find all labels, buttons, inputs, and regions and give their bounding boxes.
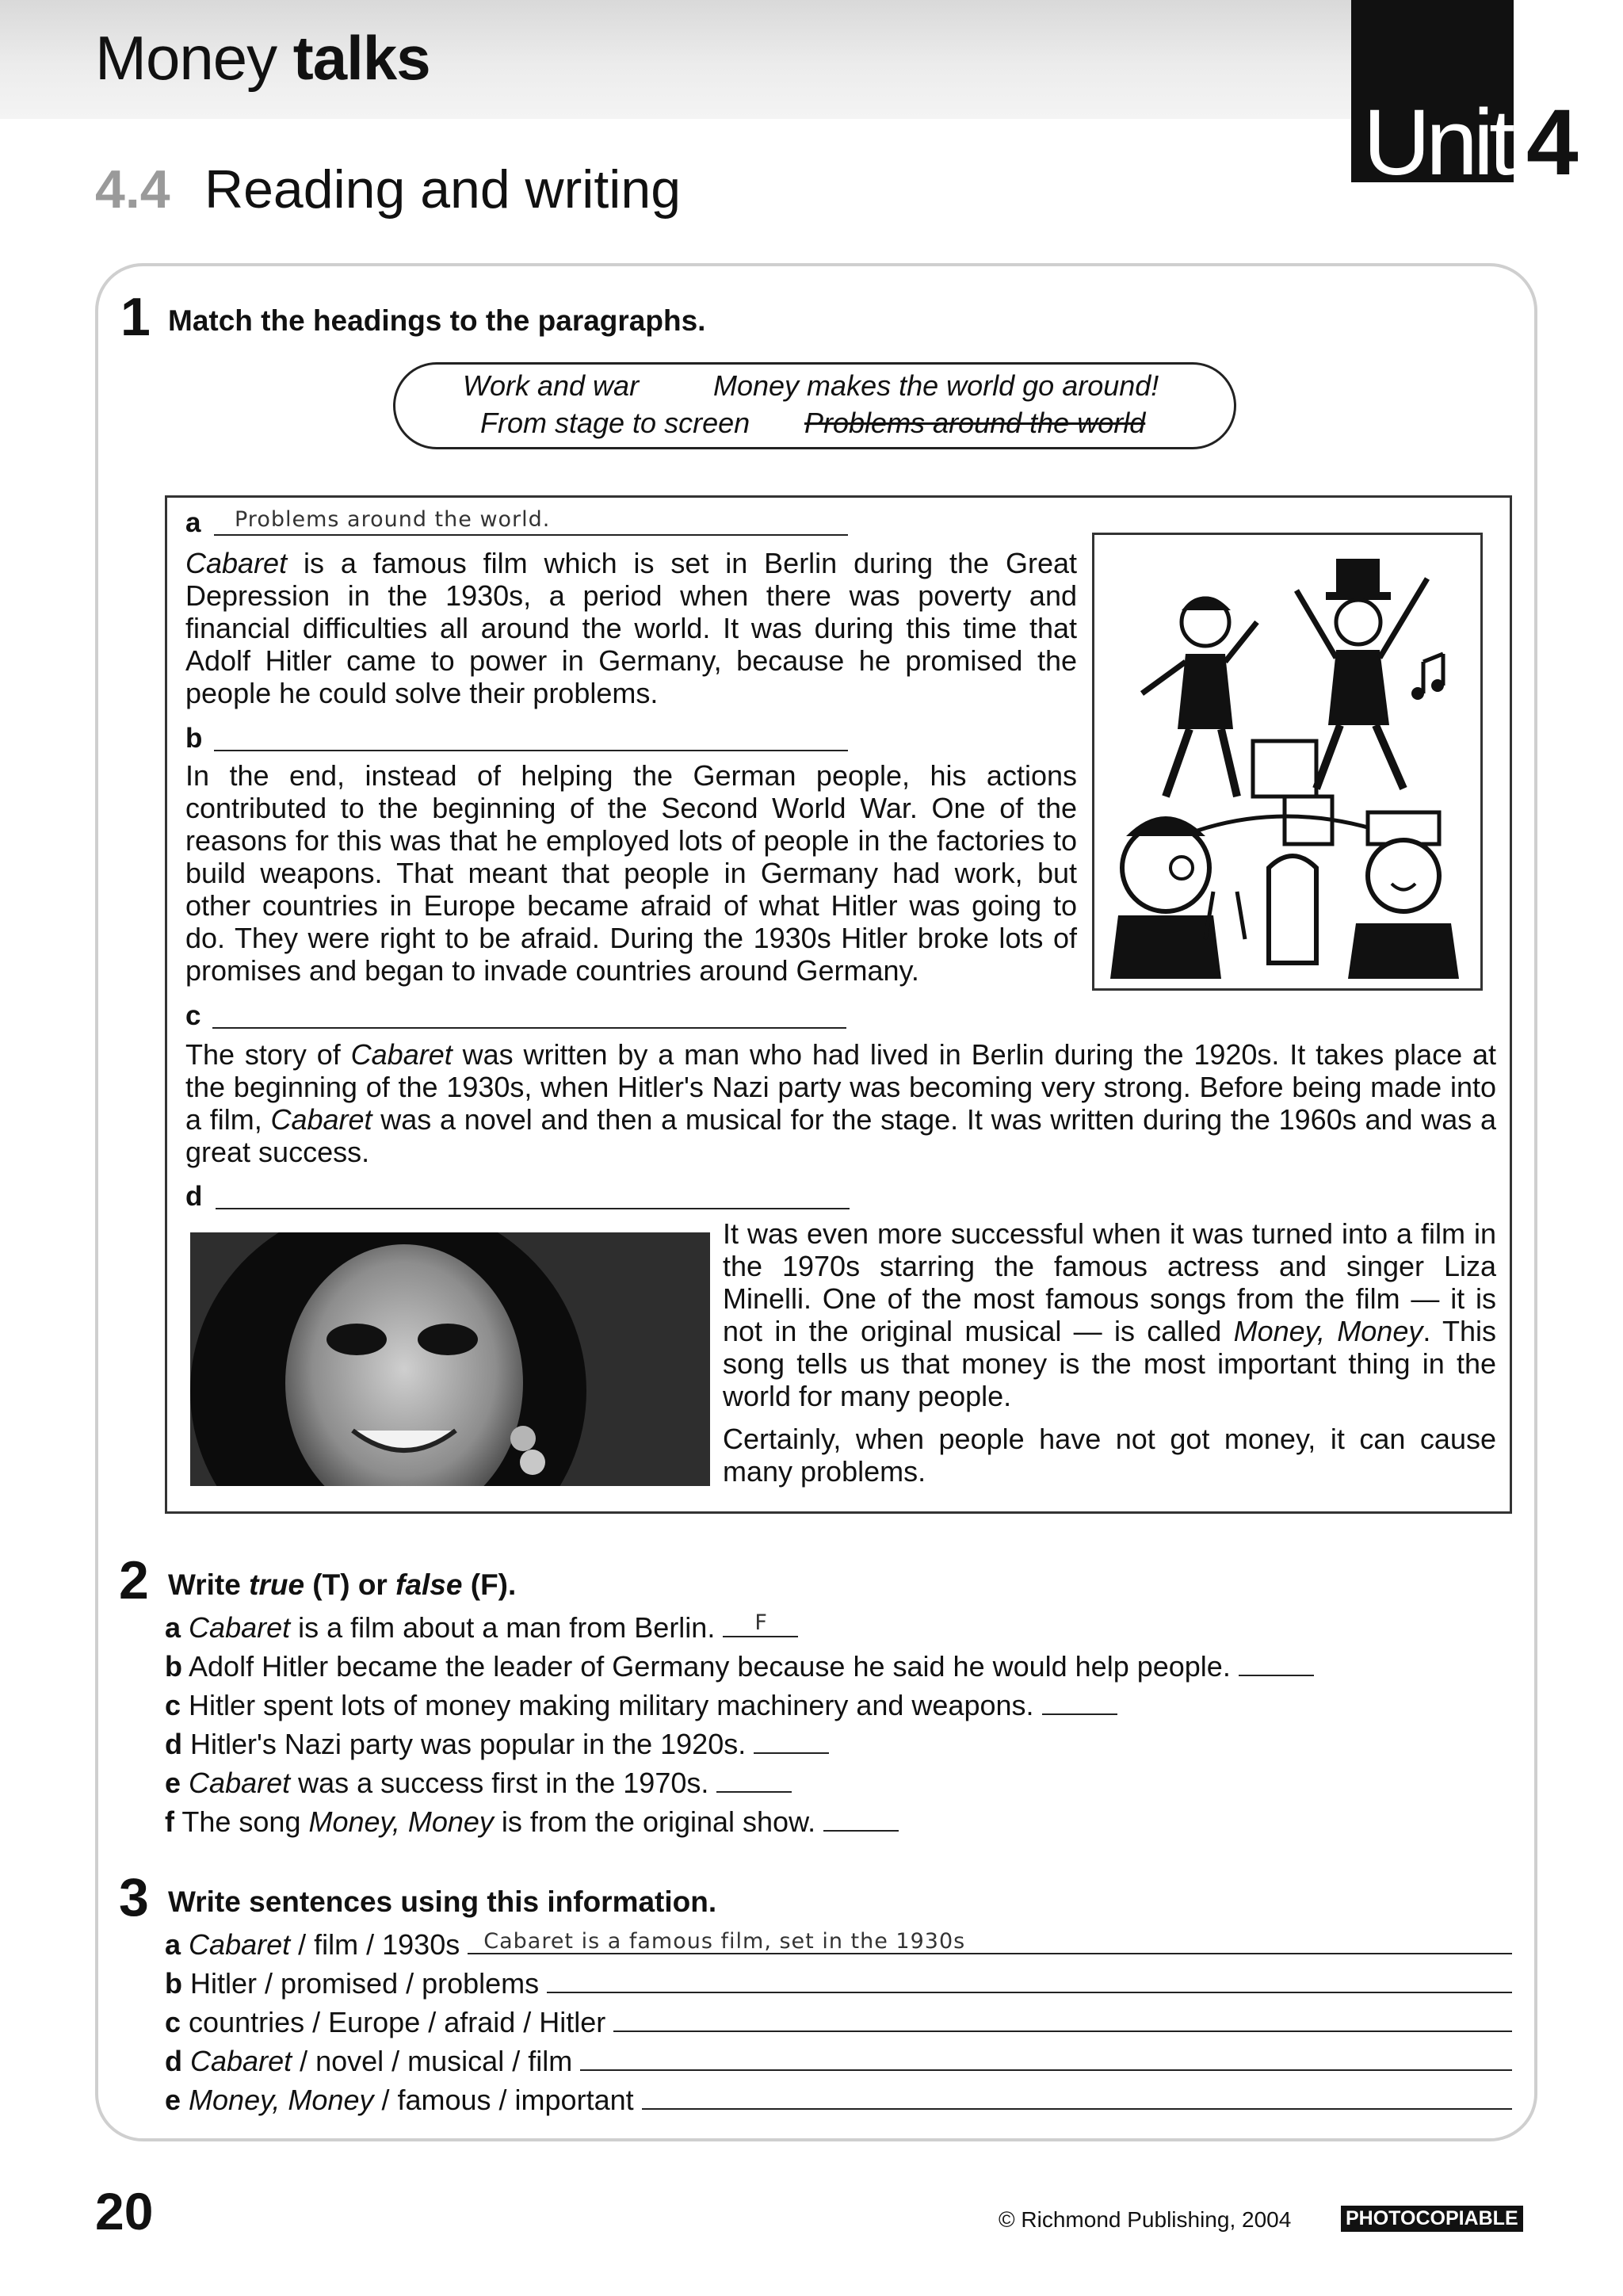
true-false-item: [165, 1764, 792, 1802]
photocopiable-badge: PHOTOCOPIABLE: [1341, 2206, 1523, 2232]
answer-blank[interactable]: [823, 1803, 899, 1832]
sentence-answer-line[interactable]: [468, 1926, 1512, 1954]
unit-badge-word: Unit: [1363, 90, 1510, 195]
item-letter: b: [165, 1650, 182, 1683]
text-run: . This song tells us that money is the most important thing in the world for many people.: [723, 1315, 1496, 1412]
answer-blank[interactable]: [723, 1609, 798, 1637]
paragraph-c-text: [185, 1038, 1496, 1168]
text-run: Cabaret: [185, 547, 288, 579]
text-run: false: [395, 1568, 463, 1601]
exercise-1-instruction: Match the headings to the paragraphs.: [168, 304, 706, 337]
sentence-item: [165, 1926, 1512, 1964]
sentence-answer-line[interactable]: [613, 2004, 1512, 2032]
text-run: Hitler / promised / problems: [190, 1967, 540, 2000]
exercise-3-instruction: Write sentences using this information.: [168, 1885, 717, 1918]
sentence-item: [165, 2004, 1512, 2042]
item-letter: a: [165, 1611, 181, 1644]
sentence-item: [165, 1965, 1512, 2003]
exercise-1-number: 1: [120, 287, 151, 347]
section-title: Reading and writing: [204, 159, 682, 220]
item-prompt: [165, 1926, 468, 1964]
text-run: Hitler spent lots of money making military machinery and weapons.: [189, 1689, 1034, 1721]
text-run: It was even more successful when it was turned into a film in the 1970s starring the famous actress and singer Liza Minelli. One of the most famous songs from the film — it is not in the original musical — is called: [723, 1217, 1496, 1347]
paragraph-b-text: [185, 759, 1077, 987]
paragraph-d-text: [723, 1217, 1496, 1412]
heading-option: Work and war: [463, 369, 640, 402]
text-run: Money, Money: [189, 2084, 374, 2116]
text-run: true: [249, 1568, 305, 1601]
true-false-item: [165, 1648, 1314, 1686]
liza-minelli-photo: [190, 1232, 710, 1486]
sentence-item: [165, 2042, 1512, 2080]
text-run: was a success first in the 1970s.: [290, 1767, 709, 1799]
item-letter: f: [165, 1805, 174, 1838]
heading-answer-line-b[interactable]: [214, 721, 848, 751]
item-prompt: [165, 2042, 580, 2080]
item-prompt: [165, 2081, 642, 2119]
text-run: Cabaret: [270, 1103, 372, 1136]
unit-title-bold: talks: [292, 23, 430, 93]
heading-option: Money makes the world go around!: [713, 369, 1159, 402]
item-prompt: [165, 2004, 613, 2042]
page-number: 20: [95, 2182, 154, 2241]
handwritten-answer: Cabaret is a famous film, set in the 1930s: [483, 1929, 966, 1954]
text-run: The song: [181, 1805, 309, 1838]
true-false-item: [165, 1609, 798, 1647]
sentence-item: [165, 2081, 1512, 2119]
text-run: was written by a man who had lived in Berlin during the 1920s. It takes place at the beginning of the 1930s, when Hitler's Nazi party was becoming very strong. Before being made into a film,: [185, 1038, 1497, 1136]
unit-title-light: Money: [95, 23, 277, 93]
sentence-answer-line[interactable]: [547, 1965, 1512, 1993]
heading-answer-line-d[interactable]: [216, 1179, 850, 1209]
sentence-answer-line[interactable]: [642, 2081, 1512, 2110]
item-prompt: [165, 1965, 547, 2003]
section-number: 4.4: [95, 159, 170, 220]
text-run: Write: [168, 1568, 250, 1601]
portrait-photo: [190, 1232, 710, 1486]
text-run: Cabaret: [189, 1928, 291, 1961]
cabaret-drawing: [1094, 535, 1480, 988]
text-run: (F).: [462, 1568, 517, 1601]
paragraph-letter: d: [185, 1181, 203, 1212]
heading-option: From stage to screen: [480, 407, 750, 439]
text-run: Cabaret: [189, 1767, 291, 1799]
text-run: is a film about a man from Berlin.: [290, 1611, 716, 1644]
item-letter: c: [165, 2006, 181, 2038]
unit-badge-number: 4: [1526, 90, 1579, 195]
exercise-2-number: 2: [119, 1550, 149, 1610]
item-letter: c: [165, 1689, 181, 1721]
paragraph-letter: a: [185, 507, 201, 538]
item-letter: d: [165, 1728, 182, 1760]
copyright-notice: © Richmond Publishing, 2004: [999, 2207, 1292, 2232]
text-run: Cabaret: [350, 1038, 453, 1071]
exercise-2-instruction: [168, 1568, 516, 1602]
answer-blank[interactable]: [754, 1725, 829, 1754]
text-run: Cabaret: [190, 2045, 292, 2077]
text-run: / famous / important: [373, 2084, 634, 2116]
text-run: is from the original show.: [493, 1805, 816, 1838]
text-run: / novel / musical / film: [292, 2045, 573, 2077]
text-run: Hitler's Nazi party was popular in the 1920s.: [190, 1728, 747, 1760]
item-letter: a: [165, 1928, 181, 1961]
paragraph-d-text-2: Certainly, when people have not got money, it can cause many problems.: [723, 1423, 1496, 1488]
true-false-item: [165, 1803, 899, 1841]
text-run: In the end, instead of helping the German people, his actions contributed to the beginning of the Second World War. One of the reasons for this was that he employed lots of people in the factories to build weapons. That meant that people in Germany had work, but other countries in Europe became afraid of what Hitler was going to do. They were right to be afraid. During the 1930s Hitler broke lots of promises and began to invade countries around Germany.: [185, 759, 1077, 987]
heading-answer-line-c[interactable]: [212, 999, 846, 1029]
item-letter: d: [165, 2045, 182, 2077]
answer-blank[interactable]: [1239, 1648, 1314, 1676]
answer-blank[interactable]: [1042, 1687, 1117, 1715]
text-run: (T) or: [304, 1568, 396, 1601]
text-run: Money, Money: [308, 1805, 494, 1838]
item-letter: b: [165, 1967, 182, 2000]
unit-title: [95, 22, 430, 94]
text-run: The story of: [185, 1038, 351, 1071]
text-run: Money, Money: [1233, 1315, 1423, 1347]
sentence-answer-line[interactable]: [580, 2042, 1512, 2071]
handwritten-answer: F: [754, 1610, 768, 1635]
paragraph-letter: b: [185, 723, 203, 754]
cabaret-illustration: [1092, 533, 1483, 991]
paragraph-letter: c: [185, 1000, 201, 1031]
item-letter: e: [165, 1767, 181, 1799]
item-letter: e: [165, 2084, 181, 2116]
text-run: was a novel and then a musical for the stage. It was written during the 1960s and was a great success.: [185, 1103, 1496, 1168]
true-false-item: [165, 1687, 1117, 1725]
text-run: Adolf Hitler became the leader of Germany because he said he would help people.: [189, 1650, 1231, 1683]
answer-blank[interactable]: [716, 1764, 792, 1793]
true-false-item: [165, 1725, 829, 1763]
heading-option-crossed: Problems around the world: [804, 407, 1146, 439]
text-run: countries / Europe / afraid / Hitler: [189, 2006, 606, 2038]
paragraph-a-text: [185, 547, 1077, 709]
exercise-3-number: 3: [119, 1867, 149, 1927]
text-run: is a famous film which is set in Berlin during the Great Depression in the 1930s, a period when there was poverty and financial difficulties all around the world. It was during this time that Adolf Hitler came to power in Germany, because he promised the people he could solve their problems.: [185, 547, 1077, 709]
text-run: / film / 1930s: [290, 1928, 460, 1961]
text-run: Cabaret: [189, 1611, 291, 1644]
handwritten-answer-a: Problems around the world.: [235, 507, 551, 532]
